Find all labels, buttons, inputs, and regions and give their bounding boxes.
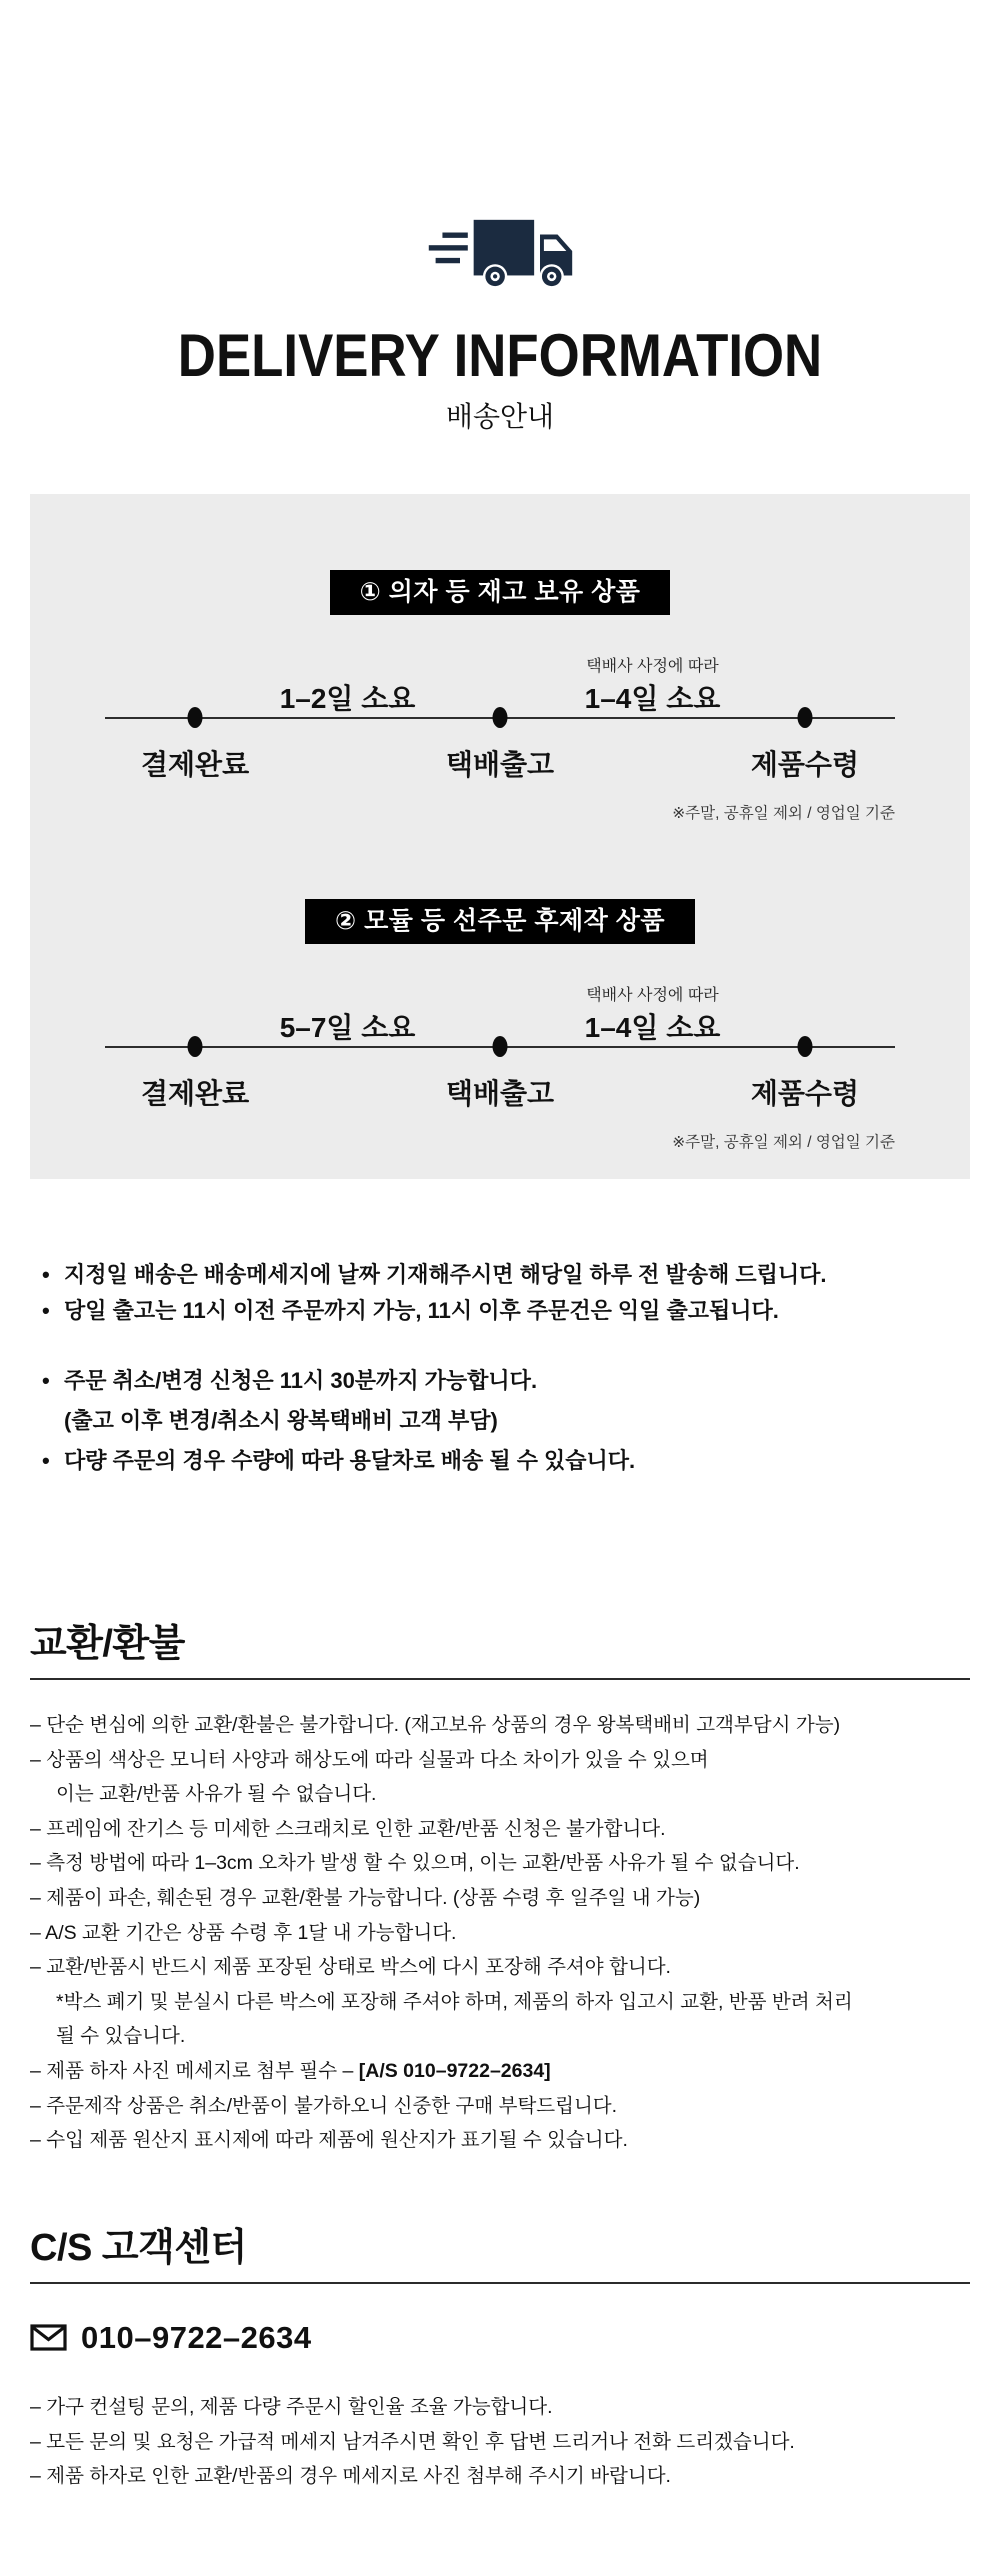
timeline-dot	[493, 1036, 508, 1057]
business-day-note: ※주말, 공휴일 제외 / 영업일 기준	[672, 1134, 895, 1151]
policy-list	[30, 1708, 970, 2158]
exchange-refund-section	[30, 1622, 970, 2158]
policy-item: – 측정 방법에 따라 1–3cm 오차가 발생 할 수 있으며, 이는 교환/반품 사유가 될 수 없습니다.	[30, 1852, 800, 1875]
timeline-dot	[797, 1036, 812, 1057]
note-item	[42, 1443, 970, 1479]
bullet-icon: •	[42, 1298, 50, 1323]
policy-item: – 단순 변심에 의한 교환/환불은 불가합니다. (재고보유 상품의 경우 왕복택배비 고객부담시 가능)	[30, 1714, 841, 1736]
note-text: 지정일 배송은 배송메세지에 날짜 기재해주시면 해당일 하루 전 발송해 드립니다.	[64, 1262, 827, 1287]
timeline-dot	[797, 707, 812, 728]
policy-item: – 상품의 색상은 모니터 사양과 해상도에 따라 실물과 다소 차이가 있을 수 있으며	[30, 1748, 709, 1771]
note-item	[42, 1257, 970, 1293]
duration-label: 5–7일 소요	[279, 1012, 416, 1043]
note-item	[42, 1403, 970, 1439]
shipping-timeline-panel	[30, 494, 970, 1179]
timeline-dot	[493, 707, 508, 728]
bullet-icon: •	[42, 1262, 50, 1287]
duration-label: 1–4일 소요	[584, 1012, 721, 1043]
note-text: 당일 출고는 11시 이전 주문까지 가능, 11시 이후 주문건은 익일 출고됩니다.	[64, 1298, 779, 1323]
timeline-preorder	[105, 970, 895, 1110]
cs-phone-row	[30, 2320, 970, 2356]
note-text: 주문 취소/변경 신청은 11시 30분까지 가능합니다.	[64, 1368, 538, 1393]
carrier-note: 택배사 사정에 따라	[586, 987, 719, 1004]
step-label: 결제완료	[140, 749, 250, 780]
step-label: 택배출고	[445, 749, 555, 780]
phone-number: 010–9722–2634	[81, 2319, 312, 2355]
step-label: 결제완료	[140, 1078, 250, 1109]
note-item	[42, 1293, 970, 1329]
policy-item: – 프레임에 잔기스 등 미세한 스크래치로 인한 교환/반품 신청은 불가합니다.	[30, 1817, 666, 1840]
divider	[30, 1678, 970, 1680]
page-title: DELIVERY INFORMATION	[177, 322, 823, 389]
business-day-note: ※주말, 공휴일 제외 / 영업일 기준	[672, 805, 895, 822]
bullet-icon: •	[42, 1368, 50, 1393]
duration-label: 1–4일 소요	[584, 683, 721, 714]
note-text: 다량 주문의 경우 수량에 따라 용달차로 배송 될 수 있습니다.	[64, 1448, 636, 1473]
policy-item: – 교환/반품시 반드시 제품 포장된 상태로 박스에 다시 포장해 주셔야 합니다.	[30, 1956, 671, 1979]
policy-item: – 수입 제품 원산지 표시제에 따라 제품에 원산지가 표기될 수 있습니다.	[30, 2129, 628, 2152]
policy-item: 이는 교환/반품 사유가 될 수 없습니다.	[56, 1783, 377, 1806]
bullet-icon: •	[42, 1448, 50, 1473]
carrier-note: 택배사 사정에 따라	[586, 658, 719, 675]
policy-item: – 제품이 파손, 훼손된 경우 교환/환불 가능합니다. (상품 수령 후 일주일 내 가능)	[30, 1886, 701, 1909]
delivery-truck-icon	[425, 213, 575, 293]
step-label: 제품수령	[750, 1078, 860, 1109]
delivery-notes	[42, 1257, 970, 1479]
as-contact: [A/S 010–9722–2634]	[358, 2059, 551, 2082]
page-subtitle: 배송안내	[445, 401, 555, 432]
divider	[30, 2282, 970, 2284]
timeline-badge-stock: ① 의자 등 재고 보유 상품	[330, 570, 671, 615]
timeline-dot	[188, 707, 203, 728]
customer-center-section	[30, 2226, 970, 2494]
cs-note-item: – 모든 문의 및 요청은 가급적 메세지 남겨주시면 확인 후 답변 드리거나 전화 드리겠습니다.	[30, 2430, 795, 2453]
timeline-badge-preorder: ② 모듈 등 선주문 후제작 상품	[305, 899, 695, 944]
policy-item: *박스 폐기 및 분실시 다른 박스에 포장해 주셔야 하며, 제품의 하자 입고시 교환, 반품 반려 처리	[56, 1990, 853, 2013]
policy-item: – A/S 교환 기간은 상품 수령 후 1달 내 가능합니다.	[30, 1921, 457, 1944]
envelope-icon	[30, 2324, 67, 2351]
timeline-stock	[105, 641, 895, 781]
cs-notes	[30, 2390, 970, 2494]
cs-note-item: – 가구 컨설팅 문의, 제품 다량 주문시 할인율 조율 가능합니다.	[30, 2395, 553, 2418]
step-label: 택배출고	[445, 1078, 555, 1109]
policy-item: – 제품 하자 사진 메세지로 첨부 필수 – [A/S 010–9722–2634]	[30, 2059, 551, 2082]
exchange-heading: 교환/환불	[30, 1623, 185, 1665]
policy-item: – 주문제작 상품은 취소/반품이 불가하오니 신중한 구매 부탁드립니다.	[30, 2094, 618, 2117]
note-item	[42, 1363, 970, 1399]
cs-heading: C/S 고객센터	[30, 2226, 247, 2269]
duration-label: 1–2일 소요	[279, 683, 416, 714]
cs-note-item: – 제품 하자로 인한 교환/반품의 경우 메세지로 사진 첨부해 주시기 바랍니다.	[30, 2465, 671, 2488]
timeline-dot	[188, 1036, 203, 1057]
policy-item: 될 수 있습니다.	[56, 2025, 186, 2048]
note-text: (출고 이후 변경/취소시 왕복택배비 고객 부담)	[64, 1408, 498, 1433]
step-label: 제품수령	[750, 749, 860, 780]
